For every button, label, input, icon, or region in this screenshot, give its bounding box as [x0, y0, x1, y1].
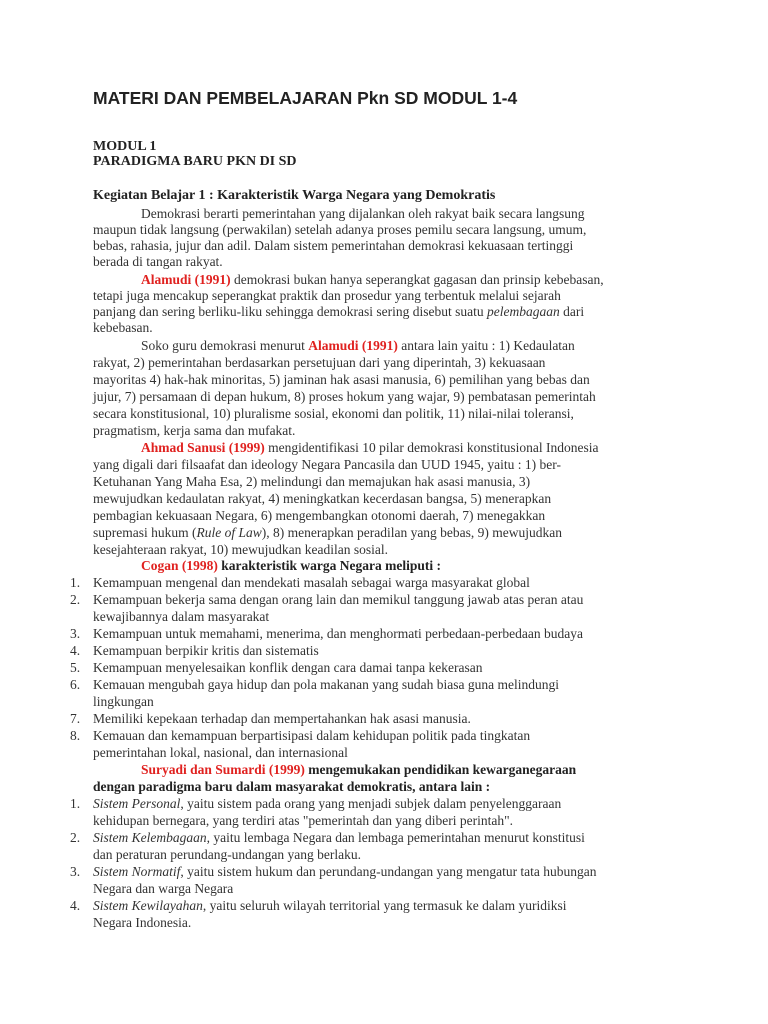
- paragraph-text: demokrasi bukan hanya seperangkat gagasan dan prinsip kebebasan,: [230, 272, 604, 287]
- list-number: 3.: [70, 864, 81, 879]
- list-number: 3.: [70, 626, 81, 641]
- citation-suryadi-sumardi: Suryadi dan Sumardi (1999): [141, 762, 305, 777]
- list-item: Kemampuan menyelesaikan konflik dengan cara damai tanpa kekerasan: [93, 660, 483, 675]
- list-number: 4.: [70, 643, 81, 658]
- kegiatan-heading: Kegiatan Belajar 1 : Karakteristik Warga Negara yang Demokratis: [93, 188, 496, 203]
- list-number: 5.: [70, 660, 81, 675]
- paragraph-text: supremasi hukum (: [93, 525, 197, 540]
- paragraph-line: secara konstitusional, 10) pluralisme sosial, ekonomi dan politik, 11) nilai-nilai toleransi,: [93, 406, 574, 421]
- list-item: [93, 830, 585, 846]
- paragraph-text: ), 8) menerapkan peradilan yang bebas, 9) mewujudkan: [261, 525, 563, 540]
- list-item-continuation: kewajibannya dalam masyarakat: [93, 609, 270, 624]
- modul-subtitle: PARADIGMA BARU PKN DI SD: [93, 154, 297, 169]
- paragraph-line: [141, 272, 604, 288]
- paragraph-line: [93, 525, 562, 541]
- list-number: 8.: [70, 728, 81, 743]
- citation-cogan: Cogan (1998): [141, 558, 218, 573]
- list-item: [93, 898, 567, 914]
- paragraph-text: mengidentifikasi 10 pilar demokrasi konstitusional Indonesia: [264, 440, 599, 455]
- list-number: 6.: [70, 677, 81, 692]
- paragraph-line: jujur, 7) persamaan di depan hukum, 8) proses hokum yang wajar, 9) pembatasan pemerintah: [93, 389, 596, 404]
- italic-term: Sistem Kelembagaan: [93, 830, 207, 845]
- paragraph-line: tetapi juga mencakup seperangkat praktik dan prosedur yang terbentuk melalui sejarah: [93, 288, 561, 303]
- paragraph-line: kesejahteraan rakyat, 10) mewujudkan keadilan sosial.: [93, 542, 389, 557]
- paragraph-line: rakyat, 2) pemerintahan berdasarkan persetujuan dari yang diperintah, 3) kekuasaan: [93, 355, 546, 370]
- document-title: MATERI DAN PEMBELAJARAN Pkn SD MODUL 1-4: [93, 88, 518, 108]
- list-item-continuation: pemerintahan lokal, nasional, dan internasional: [93, 745, 348, 760]
- list-number: 4.: [70, 898, 81, 913]
- paragraph-line: bebas, rahasia, jujur dan adil. Dalam sistem pemerintahan demokrasi kekuasaan tertinggi: [93, 238, 574, 253]
- paragraph-line: Ketuhanan Yang Maha Esa, 2) melindungi dan memajukan hak asasi manusia, 3): [93, 474, 531, 489]
- list-item: Memiliki kepekaan terhadap dan mempertahankan hak asasi manusia.: [93, 711, 471, 726]
- italic-term: pelembagaan: [487, 304, 560, 319]
- paragraph-line: yang digali dari filsaafat dan ideology Negara Pancasila dan UUD 1945, yaitu : 1) ber-: [93, 457, 561, 472]
- paragraph-line: berada di tangan rakyat.: [93, 254, 223, 269]
- list-item: Kemampuan bekerja sama dengan orang lain dan memikul tanggung jawab atas peran atau: [93, 592, 584, 607]
- italic-term: Sistem Kewilayahan: [93, 898, 203, 913]
- paragraph-line: kebebasan.: [93, 320, 153, 335]
- paragraph-line: [141, 440, 598, 456]
- list-item-text: , yaitu seluruh wilayah territorial yang termasuk ke dalam yuridiksi: [202, 898, 567, 913]
- paragraph-text: dari: [559, 304, 585, 319]
- paragraph-text: panjang dan sering berliku-liku sehingga demokrasi sering disebut suatu: [93, 304, 488, 319]
- paragraph-line: mayoritas 4) hak-hak minoritas, 5) jaminan hak asasi manusia, 6) pemilihan yang bebas dan: [93, 372, 590, 387]
- paragraph-text: Soko guru demokrasi menurut: [141, 338, 309, 353]
- italic-term: Rule of Law: [196, 525, 262, 540]
- list-item: Kemampuan berpikir kritis dan sistematis: [93, 643, 319, 658]
- list-item: Kemauan dan kemampuan berpartisipasi dalam kehidupan politik pada tingkatan: [93, 728, 531, 743]
- list-item-continuation: Negara dan warga Negara: [93, 881, 234, 896]
- list-item-continuation: Negara Indonesia.: [93, 915, 192, 930]
- list-item-continuation: kehidupan bernegara, yang terdiri atas "pemerintah dan yang diberi perintah".: [93, 813, 513, 828]
- citation-ahmad-sanusi: Ahmad Sanusi (1999): [141, 440, 265, 455]
- modul-label: MODUL 1: [93, 139, 157, 154]
- paragraph-line: [93, 304, 584, 320]
- list-number: 1.: [70, 796, 81, 811]
- paragraph-text: antara lain yaitu : 1) Kedaulatan: [397, 338, 575, 353]
- list-number: 2.: [70, 592, 81, 607]
- paragraph-line: [141, 338, 575, 354]
- list-item-text: , yaitu lembaga Negara dan lembaga pemerintahan menurut konstitusi: [206, 830, 585, 845]
- suryadi-heading: [141, 762, 576, 778]
- paragraph-line: mewujudkan kedaulatan rakyat, 4) meningkatkan kecerdasan bangsa, 5) menerapkan: [93, 491, 552, 506]
- italic-term: Sistem Normatif: [93, 864, 181, 879]
- list-item: [93, 796, 561, 812]
- list-item-continuation: lingkungan: [93, 694, 154, 709]
- list-item: Kemampuan mengenal dan mendekati masalah sebagai warga masyarakat global: [93, 575, 530, 590]
- cogan-heading-text: karakteristik warga Negara meliputi :: [217, 558, 441, 573]
- list-item: [93, 864, 597, 880]
- list-item: Kemampuan untuk memahami, menerima, dan menghormati perbedaan-perbedaan budaya: [93, 626, 583, 641]
- italic-term: Sistem Personal: [93, 796, 181, 811]
- citation-alamudi: Alamudi (1991): [308, 338, 398, 353]
- list-item-text: , yaitu sistem pada orang yang menjadi subjek dalam penyelenggaraan: [180, 796, 562, 811]
- list-number: 7.: [70, 711, 81, 726]
- list-item-continuation: dan peraturan perundang-undangan yang berlaku.: [93, 847, 362, 862]
- suryadi-heading-text: mengemukakan pendidikan kewarganegaraan: [304, 762, 577, 777]
- paragraph-line: maupun tidak langsung (perwakilan) setelah adanya proses pemilu secara langsung, umum,: [93, 222, 587, 237]
- list-number: 2.: [70, 830, 81, 845]
- suryadi-heading-line2: dengan paradigma baru dalam masyarakat demokratis, antara lain :: [93, 779, 491, 794]
- list-number: 1.: [70, 575, 81, 590]
- list-item-text: , yaitu sistem hukum dan perundang-undangan yang mengatur tata hubungan: [180, 864, 597, 879]
- paragraph-line: pembagian kekuasaan Negara, 6) mengembangkan otonomi daerah, 7) menegakkan: [93, 508, 546, 523]
- list-item: Kemauan mengubah gaya hidup dan pola makanan yang sudah biasa guna melindungi: [93, 677, 559, 692]
- paragraph-line: Demokrasi berarti pemerintahan yang dijalankan oleh rakyat baik secara langsung: [141, 206, 585, 221]
- paragraph-line: pragmatism, kerja sama dan mufakat.: [93, 423, 296, 438]
- cogan-heading: [141, 558, 441, 574]
- citation-alamudi: Alamudi (1991): [141, 272, 231, 287]
